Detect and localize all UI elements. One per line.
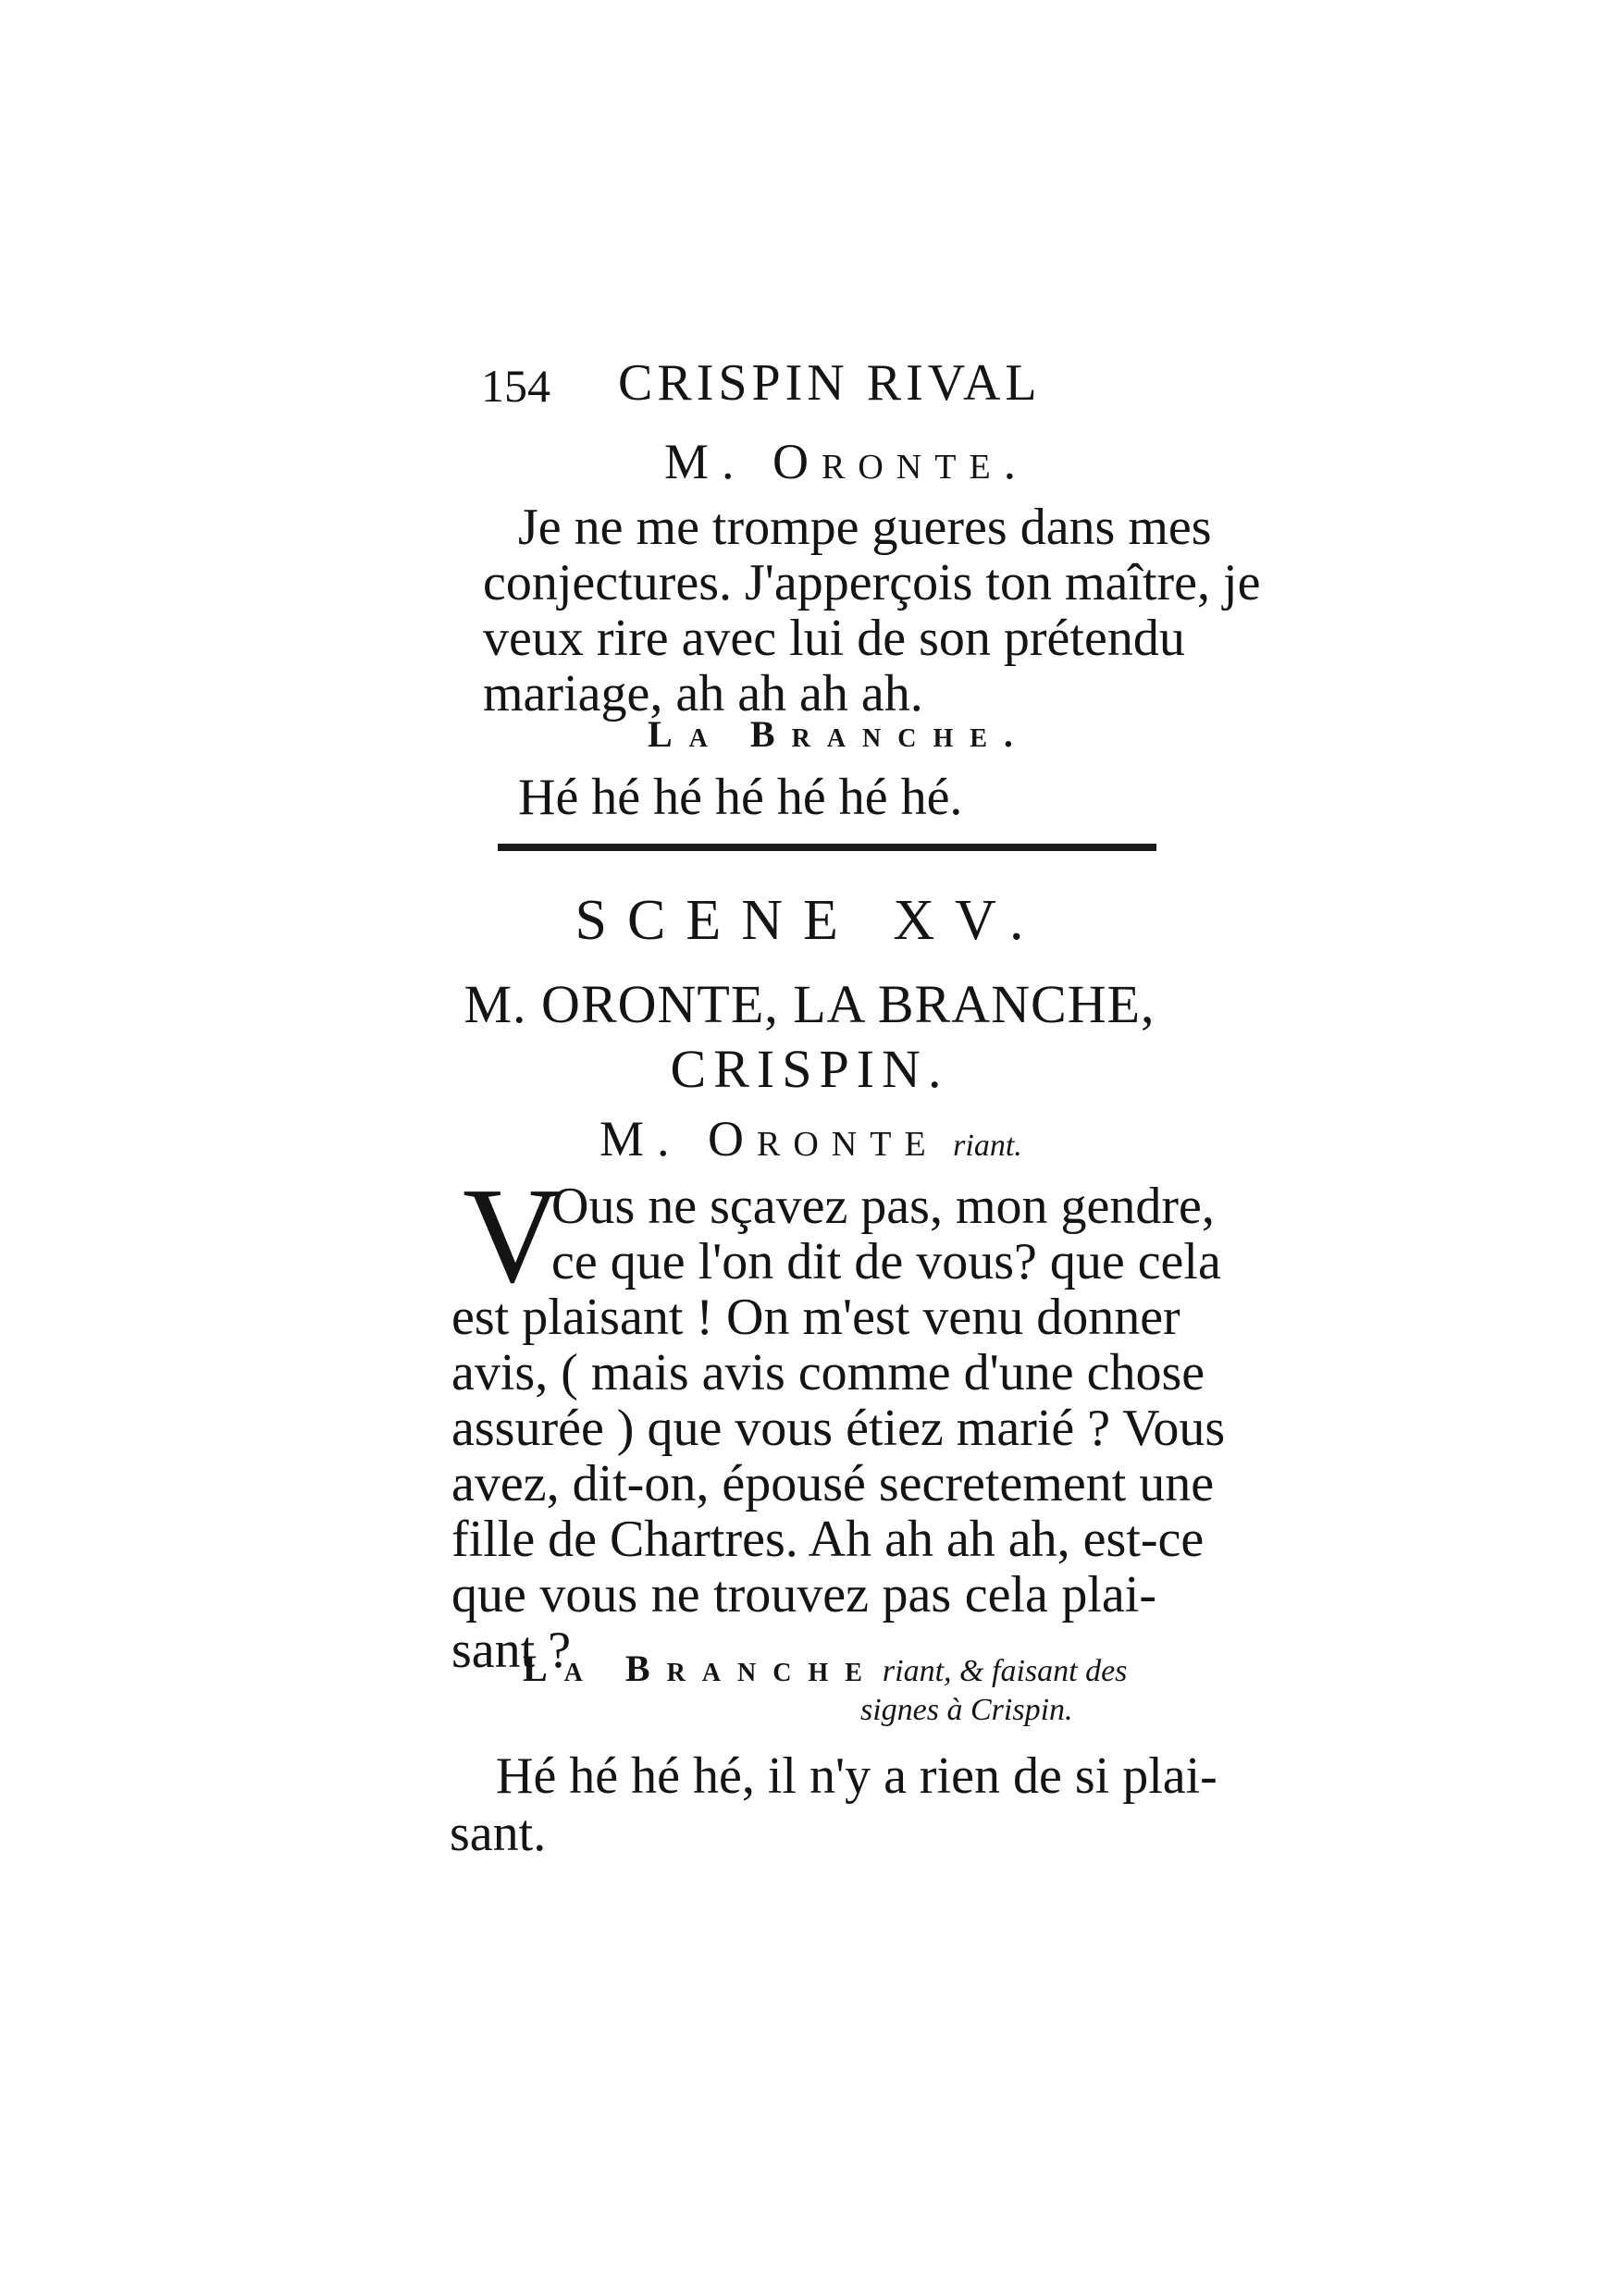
text-line: veux rire avec lui de son prétendu xyxy=(483,610,1185,667)
stage-direction: signes à Crispin. xyxy=(860,1693,1073,1727)
stage-direction: riant, & faisant des xyxy=(882,1654,1128,1688)
drop-cap: V xyxy=(463,1160,562,1312)
text-line: avez, dit-on, épousé secretement une xyxy=(451,1455,1215,1512)
speaker-oronte: M. Oronte riant. xyxy=(599,1111,1022,1167)
scene-title: SCENE XV. xyxy=(575,889,1044,952)
text-line: est plaisant ! On m'est venu donner xyxy=(451,1289,1180,1346)
text-line: Hé hé hé hé, il n'y a rien de si plai- xyxy=(496,1747,1217,1805)
speaker-oronte: M. Oronte. xyxy=(664,434,1030,489)
running-title: CRISPIN RIVAL xyxy=(618,354,1042,412)
text-line: fille de Chartres. Ah ah ah ah, est-ce xyxy=(451,1511,1205,1568)
speaker-la-branche: La Branche. xyxy=(648,713,1030,755)
text-line: conjectures. J'apperçois ton maître, je xyxy=(483,554,1261,611)
stage-direction: riant. xyxy=(953,1129,1022,1163)
text-line: avis, ( mais avis comme d'une chose xyxy=(451,1344,1205,1401)
cast-list: CRISPIN. xyxy=(670,1039,949,1099)
text-line: Ous ne sçavez pas, mon gendre, xyxy=(551,1178,1215,1235)
section-rule xyxy=(498,844,1156,851)
text-line: sant. xyxy=(450,1805,547,1862)
text-line: assurée ) que vous étiez marié ? Vous xyxy=(451,1400,1226,1457)
text-line: mariage, ah ah ah ah. xyxy=(483,665,923,722)
text-line: Je ne me trompe gueres dans mes xyxy=(518,499,1212,556)
text-line: ce que l'on dit de vous? que cela xyxy=(551,1233,1221,1290)
cast-list: M. ORONTE, LA BRANCHE, xyxy=(463,974,1156,1034)
speaker-la-branche: La Branche riant, & faisant des xyxy=(523,1648,1128,1689)
text-line: sant ? xyxy=(451,1622,572,1679)
text-line: que vous ne trouvez pas cela plai- xyxy=(451,1566,1156,1623)
text-line: Hé hé hé hé hé hé hé. xyxy=(518,769,963,826)
page-number: 154 xyxy=(481,360,550,412)
